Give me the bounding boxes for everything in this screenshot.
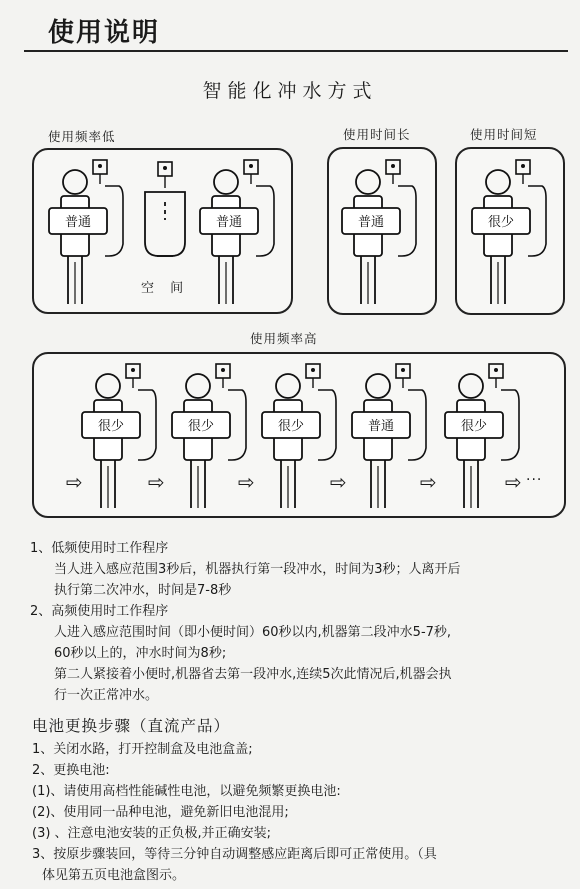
label-short-time: 使用时间短: [470, 127, 538, 142]
battery-substep-3: (3) 、注意电池安装的正负极,并正确安装;: [32, 826, 272, 841]
sign-text-little: 很少: [97, 419, 125, 434]
item-1-title: 1、低频使用时工作程序: [30, 541, 169, 556]
label-high-frequency: 使用频率高: [250, 331, 318, 346]
battery-step-3-line-1: 3、按原步骤装回，等待三分钟自动调整感应距离后即可正常使用。（具: [32, 847, 437, 862]
item-1-line-1: 当人进入感应范围3秒后，机器执行第一段冲水，时间为3秒；人离开后: [54, 562, 461, 577]
battery-step-3-line-2: 体见第五页电池盒图示。: [42, 868, 186, 883]
battery-substep-1: (1)、请使用高档性能碱性电池，以避免频繁更换电池:: [32, 784, 341, 799]
right-arrow-icon: ⇨: [238, 470, 255, 494]
person-urinal-figure: [470, 158, 554, 308]
sign-text-little: 很少: [460, 419, 488, 434]
title-underline: [24, 50, 568, 52]
empty-urinal-figure: [141, 158, 191, 268]
item-2-line-4: 行一次正常冲水。: [54, 688, 159, 703]
right-arrow-icon: ⇨: [66, 470, 83, 494]
page-title: 使用说明: [48, 18, 161, 48]
battery-step-2: 2、更换电池:: [32, 763, 110, 778]
sign-text-normal: 普通: [64, 215, 92, 230]
right-arrow-icon: ⇨: [330, 470, 347, 494]
sign-text-normal: 普通: [367, 419, 395, 434]
sign-text-little: 很少: [277, 419, 305, 434]
battery-replacement-section: [32, 716, 572, 886]
sign-text-little: 很少: [487, 215, 515, 230]
space-label: 空 间: [141, 281, 190, 296]
battery-step-1: 1、关闭水路，打开控制盒及电池盒盖;: [32, 742, 253, 757]
item-1-line-2: 执行第二次冲水，时间是7-8秒: [54, 583, 232, 598]
label-long-time: 使用时间长: [343, 127, 411, 142]
item-2-line-1: 人进入感应范围时间（即小便时间）60秒以内,机器第二段冲水5-7秒,: [54, 625, 452, 640]
item-2-line-3: 第二人紧接着小便时,机器省去第一段冲水,连续5次此情况后,机器会执: [54, 667, 452, 682]
person-urinal-figure: [198, 158, 282, 308]
battery-section-title: 电池更换步骤（直流产品）: [32, 717, 231, 735]
label-low-frequency: 使用频率低: [48, 129, 116, 144]
sign-text-little: 很少: [187, 419, 215, 434]
right-arrow-icon: ⇨: [420, 470, 437, 494]
right-arrow-icon: ⇨: [148, 470, 165, 494]
battery-substep-2: (2)、使用同一品种电池，避免新旧电池混用;: [32, 805, 289, 820]
person-urinal-figure: [340, 158, 424, 308]
right-arrow-icon: ⇨: [505, 470, 522, 494]
sign-text-normal: 普通: [215, 215, 243, 230]
continuation-ellipsis: ···: [526, 472, 543, 488]
operation-instructions: [30, 538, 570, 706]
diagram-title: 智能化冲水方式: [202, 80, 378, 102]
item-2-line-2: 60秒以上的，冲水时间为8秒;: [54, 646, 227, 661]
item-2-title: 2、高频使用时工作程序: [30, 604, 169, 619]
sign-text-normal: 普通: [357, 215, 385, 230]
person-urinal-figure: [47, 158, 131, 308]
